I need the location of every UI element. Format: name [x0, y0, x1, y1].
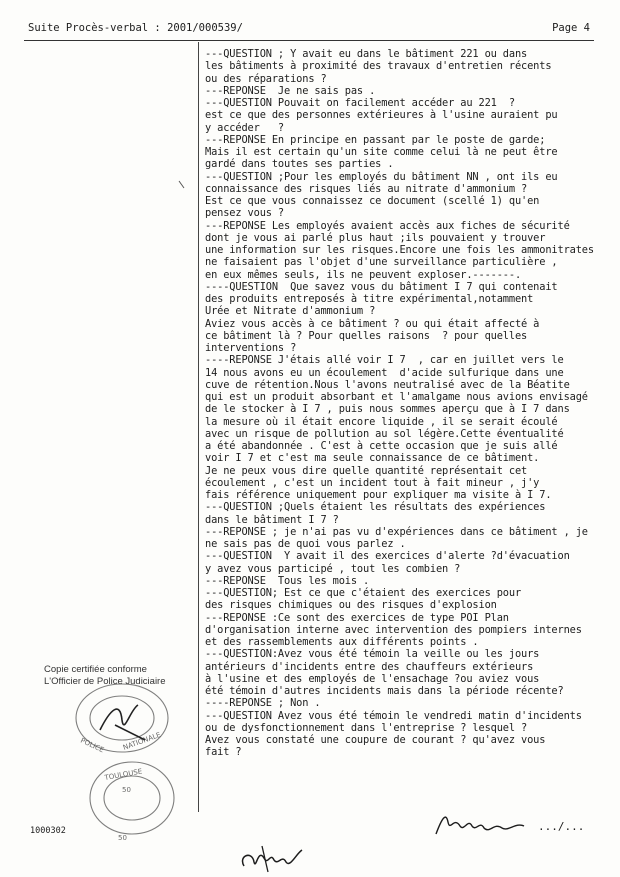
officer-signature [238, 838, 308, 874]
text-line: une information sur les risques.Encore une fois les ammonitrates [205, 244, 594, 256]
certified-copy-line: Copie certifiée conforme [44, 664, 147, 675]
text-line: ---REPONSE En principe en passant par le poste de garde; [205, 133, 546, 146]
text-line: ---QUESTION ;Quels étaient les résultats des expériences [205, 501, 546, 514]
text-line: dont je vous ai parlé plus haut ;ils pouvaient y trouver [205, 231, 546, 244]
text-line: ne faisaient pas l'objet d'une surveillance particulière , [205, 256, 558, 269]
deposition-text [205, 48, 610, 759]
text-line: ---REPONSE Les employés avaient accès aux fiches de sécurité [205, 219, 570, 232]
text-line: ---QUESTION Avez vous été témoin le vendredi matin d'incidents [205, 709, 582, 722]
text-line: ---REPONSE ; je n'ai pas vu d'expériences dans ce bâtiment , je [205, 525, 588, 538]
text-line: y accéder ? [205, 121, 285, 134]
text-line: les bâtiments à proximité des travaux d'entretien récents [205, 60, 552, 73]
text-line: y avez vous participé , tout les combien ? [205, 562, 461, 575]
continuation-mark: .../... [538, 820, 585, 833]
text-line: en eux mêmes seuls, ils ne peuvent exploser.-------. [205, 268, 522, 281]
text-line: ---REPONSE Tous les mois . [205, 574, 370, 587]
text-line: avec un risque de pollution au sol légère.Cette éventualité [205, 427, 564, 440]
text-line: voir I 7 et c'est ma seule connaissance de ce bâtiment. [205, 452, 540, 465]
svg-text:TOULOUSE: TOULOUSE [103, 767, 143, 782]
text-line: dans le bâtiment I 7 ? [205, 513, 339, 526]
text-line: fait ? [205, 746, 242, 759]
svg-text:50: 50 [122, 786, 131, 794]
text-line: ou de dysfonctionnement dans l'entreprise ? lesquel ? [205, 721, 528, 734]
text-line: et des rassemblements aux différents points . [205, 636, 479, 648]
text-line: écoulement , c'est un incident tout à fait mineur , j'y [205, 476, 540, 489]
text-line: ---QUESTION Pouvait on facilement accéder au 221 ? [205, 97, 515, 109]
text-line: a été abandonnée . C'est à cette occasion que je suis allé [205, 440, 558, 452]
text-line: ---QUESTION ;Pour les employés du bâtiment NN , ont ils eu [205, 170, 558, 183]
text-line: ne sais pas de quoi vous parlez . [205, 538, 406, 550]
page-number: Page 4 [552, 22, 590, 34]
text-line: ---QUESTION; Est ce que c'étaient des exercices pour [205, 587, 522, 599]
text-line: Urée et Nitrate d'ammonium ? [205, 305, 376, 318]
text-line: ---QUESTION:Avez vous été témoin la veille ou les jours [205, 648, 540, 661]
svg-text:NATIONALE: NATIONALE [121, 730, 162, 752]
text-line: des produits entreposés à titre expérimental,notamment [205, 293, 534, 305]
text-line: ---REPONSE Je ne sais pas . [205, 84, 376, 97]
deponent-signature [432, 808, 532, 838]
text-line: ou des réparations ? [205, 72, 327, 85]
document-number: 1000302 [30, 826, 66, 836]
text-line: gardé dans toutes ses parties . [205, 158, 394, 171]
text-line: à l'usine et des employés de l'ensachage ?ou aviez vous [205, 672, 540, 685]
text-line: Avez vous constaté une coupure de courant ? qu'avez vous [205, 734, 546, 746]
text-line: Aviez vous accès à ce bâtiment ? ou qui était affecté à [205, 317, 540, 330]
text-line: interventions ? [205, 342, 297, 354]
text-line: Mais il est certain qu'un site comme celui là ne peut être [205, 146, 558, 158]
text-line: ----REPONSE ; Non . [205, 697, 321, 710]
text-line: la mesure où il était encore liquide , il se serait écoulé [205, 415, 558, 428]
text-line: pensez vous ? [205, 207, 285, 220]
text-line: ----REPONSE J'étais allé voir I 7 , car en juillet vers le [205, 354, 564, 367]
text-line: des risques chimiques ou des risques d'explosion [205, 599, 497, 612]
officer-signature-scribble [100, 705, 145, 740]
svg-text:50: 50 [118, 834, 127, 842]
text-line: Est ce que vous connaissez ce document (scellé 1) qu'en [205, 195, 540, 207]
police-seal [60, 680, 200, 850]
text-line: Je ne peux vous dire quelle quantité représentait cet [205, 464, 528, 477]
text-line: fais référence uniquement pour expliquer ma visite à I 7. [205, 489, 552, 501]
text-line: ---QUESTION ; Y avait eu dans le bâtiment 221 ou dans [205, 48, 528, 60]
pv-reference: Suite Procès-verbal : 2001/000539/ [28, 22, 243, 34]
page-header [28, 22, 590, 38]
svg-text:POLICE: POLICE [79, 736, 106, 755]
text-line: ce bâtiment là ? Pour quelles raisons ? pour quelles [205, 329, 528, 342]
officer-line: L'Officier de Police Judiciaire [44, 676, 166, 687]
text-line: de le stocker à I 7 , puis nous sommes aperçu que à I 7 dans [205, 403, 570, 416]
text-line: antérieurs d'incidents entre des chauffeurs extérieurs [205, 660, 534, 673]
text-line: ---QUESTION Y avait il des exercices d'alerte ?d'évacuation [205, 550, 570, 563]
text-line: ----QUESTION Que savez vous du bâtiment I 7 qui contenait [205, 280, 558, 293]
text-line: connaissance des risques liés au nitrate d'ammonium ? [205, 182, 528, 195]
text-line: d'organisation interne avec intervention des pompiers internes [205, 623, 582, 636]
text-line: été témoin d'autres incidents mais dans la période récente? [205, 685, 564, 697]
margin-tick-mark [178, 180, 186, 190]
text-line: ---REPONSE :Ce sont des exercices de type POI Plan [205, 611, 509, 624]
text-line: 14 nous avons eu un écoulement d'acide sulfurique dans une [205, 366, 564, 379]
header-rule [24, 40, 594, 41]
text-line: qui est un produit absorbant et l'amalgame nous avions envisagé [205, 391, 588, 403]
text-line: est ce que des personnes extérieures à l'usine auraient pu [205, 109, 558, 122]
text-line: cuve de rétention.Nous l'avons neutralisé avec de la Béatite [205, 378, 570, 391]
